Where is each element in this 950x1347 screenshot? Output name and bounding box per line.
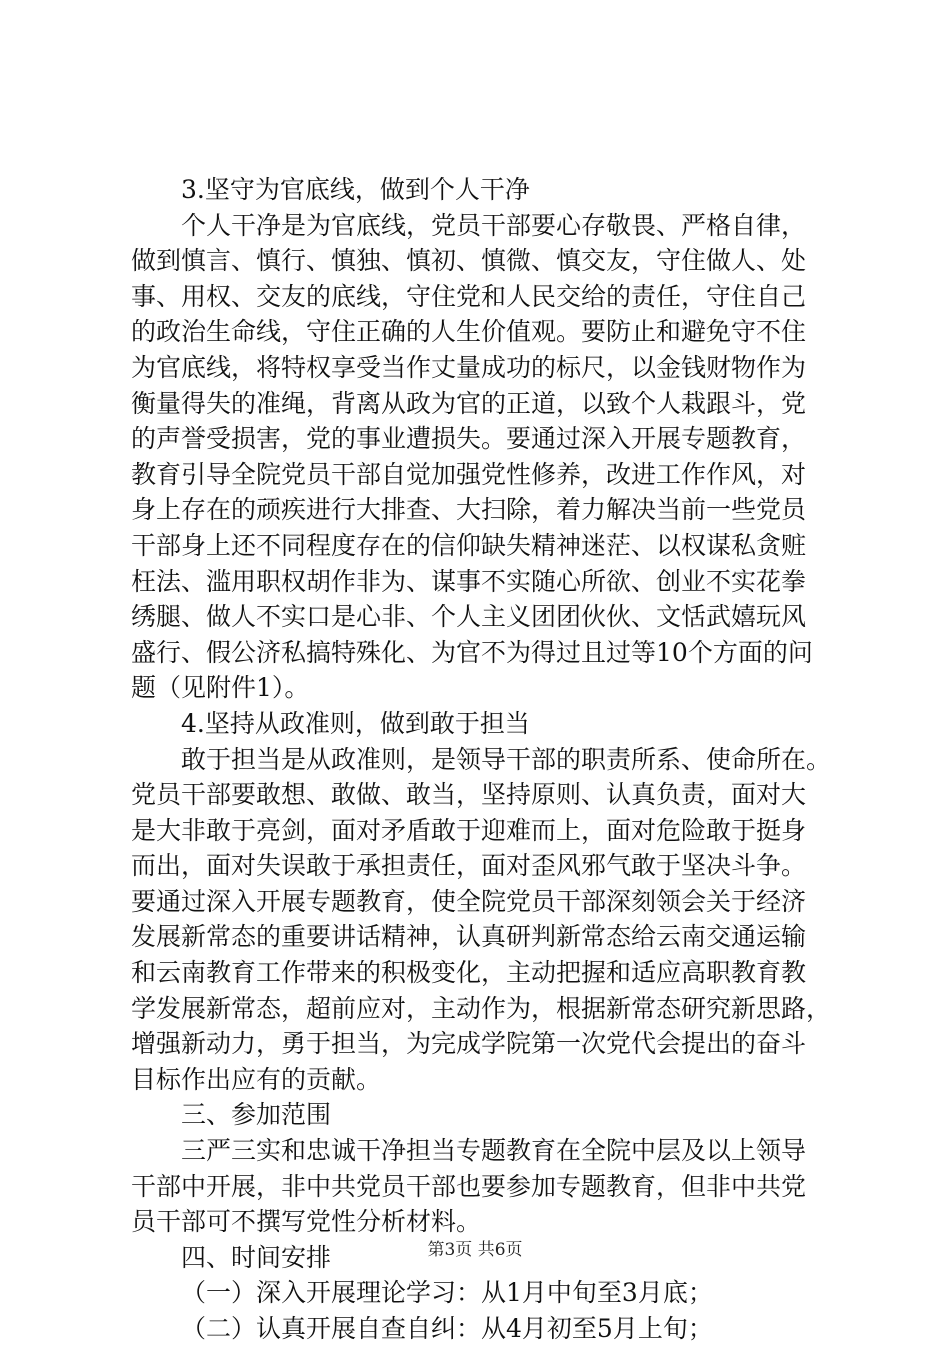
text-line: 三、参加范围 [181, 1100, 332, 1130]
text-line: 盛行、假公济私搞特殊化、为官不为得过且过等10个方面的问 [131, 637, 813, 667]
text-line: 的政治生命线，守住正确的人生价值观。要防止和避免守不住 [131, 317, 807, 347]
text-line: 而出，面对失误敢于承担责任，面对歪风邪气敢于坚决斗争。 [131, 851, 807, 881]
text-line: 三严三实和忠诚干净担当专题教育在全院中层及以上领导 [181, 1136, 807, 1166]
text-line: （二）认真开展自查自纠：从4月初至5月上旬； [181, 1314, 713, 1343]
text-line: 要通过深入开展专题教育，使全院党员干部深刻领会关于经济 [131, 886, 807, 916]
text-line: 4.坚持从政准则，做到敢于担当 [181, 708, 530, 738]
text-line: 是大非敢于亮剑，面对矛盾敢于迎难而上，面对危险敢于挺身 [131, 815, 807, 845]
text-line: 敢于担当是从政准则，是领导干部的职责所系、使命所在。 [181, 744, 832, 774]
text-line: 目标作出应有的贡献。 [131, 1064, 382, 1094]
text-line: 3.坚守为官底线，做到个人干净 [181, 175, 530, 204]
text-line: 党员干部要敢想、敢做、敢当，坚持原则、认真负责，面对大 [131, 780, 807, 810]
text-line: 的声誉受损害，党的事业遭损失。要通过深入开展专题教育， [131, 424, 807, 454]
text-line: 干部中开展，非中共党员干部也要参加专题教育，但非中共党 [131, 1171, 807, 1201]
text-line: 个人干净是为官底线，党员干部要心存敬畏、严格自律， [181, 210, 807, 240]
text-line: 身上存在的顽疾进行大排查、大扫除，着力解决当前一些党员 [131, 495, 807, 525]
text-line: 事、用权、交友的底线，守住党和人民交给的责任，守住自己 [131, 281, 807, 311]
text-line: 枉法、滥用职权胡作非为、谋事不实随心所欲、创业不实花拳 [131, 566, 807, 596]
document-body [131, 172, 831, 1347]
text-line: 四、时间安排 [181, 1242, 332, 1272]
text-line: 员干部可不撰写党性分析材料。 [131, 1207, 482, 1237]
text-line: 增强新动力，勇于担当，为完成学院第一次党代会提出的奋斗 [131, 1029, 807, 1059]
text-line: 和云南教育工作带来的积极变化，主动把握和适应高职教育教 [131, 958, 807, 988]
text-line: （一）深入开展理论学习：从1月中旬至3月底； [181, 1278, 713, 1308]
text-line: 发展新常态的重要讲话精神，认真研判新常态给云南交通运输 [131, 922, 807, 952]
text-line: 为官底线，将特权享受当作丈量成功的标尺，以金钱财物作为 [131, 352, 807, 382]
text-line: 衡量得失的准绳，背离从政为官的正道，以致个人栽跟斗，党 [131, 388, 807, 418]
page-number-footer: 第3页 共6页 [427, 1240, 523, 1260]
text-line: 干部身上还不同程度存在的信仰缺失精神迷茫、以权谋私贪赃 [131, 530, 807, 560]
text-line: 绣腿、做人不实口是心非、个人主义团团伙伙、文恬武嬉玩风 [131, 602, 807, 632]
text-line: 学发展新常态，超前应对，主动作为，根据新常态研究新思路， [131, 993, 832, 1023]
text-line: 做到慎言、慎行、慎独、慎初、慎微、慎交友，守住做人、处 [131, 246, 807, 276]
text-line: 题（见附件1）。 [131, 673, 310, 703]
text-line: 教育引导全院党员干部自觉加强党性修养，改进工作作风，对 [131, 459, 807, 489]
